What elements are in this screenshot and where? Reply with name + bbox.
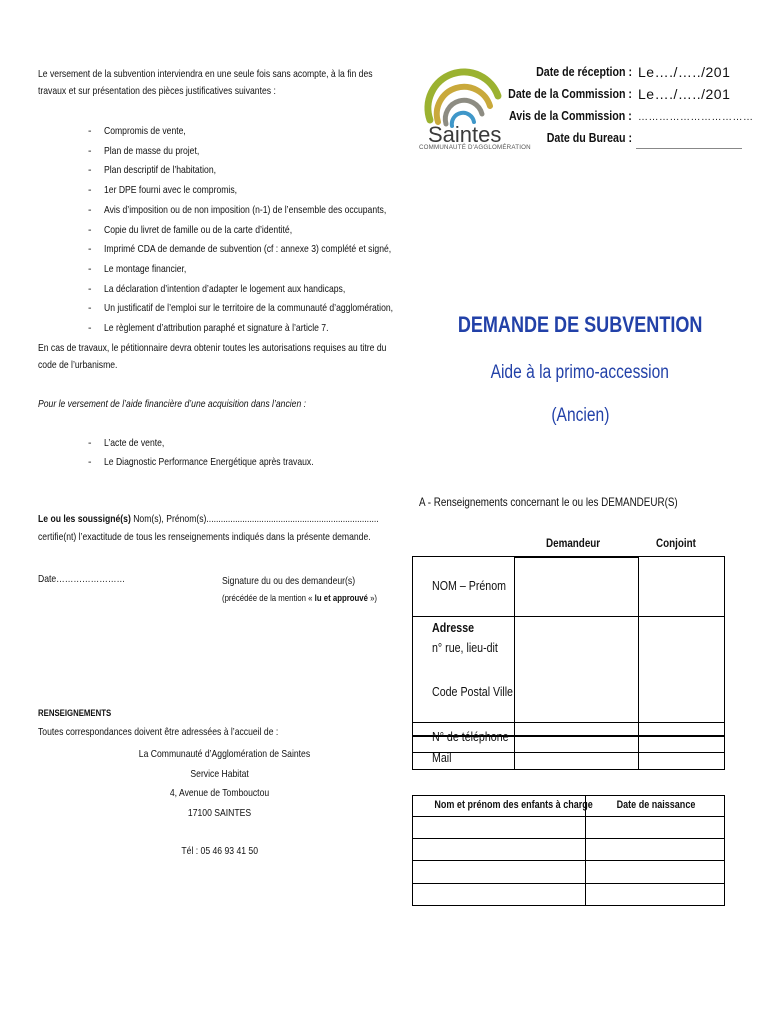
- demandeur-table-contact-frame: [412, 736, 725, 770]
- list-item: - 1er DPE fourni avec le compromis,: [88, 181, 408, 201]
- date-commission-value: Le…./…../201: [638, 86, 731, 102]
- list-item: - Un justificatif de l’emploi sur le territoire de la communauté d’agglomération,: [88, 299, 408, 319]
- list-item: - Imprimé CDA de demande de subvention (cf : annexe 3) complété et signé,: [88, 240, 408, 260]
- address-line: Service Habitat: [190, 767, 250, 780]
- date-commission-row: [508, 86, 762, 108]
- cell-nom-prenom: NOM – Prénom: [432, 578, 507, 593]
- table-divider: [412, 752, 725, 753]
- signature-mention-bold: lu et approuvé: [314, 593, 368, 604]
- date-bureau-label: Date du Bureau :: [546, 130, 632, 145]
- dates-block: [508, 64, 762, 152]
- avis-commission-row: [509, 108, 762, 130]
- soussigne-label: Le ou les soussigné(s): [38, 513, 131, 525]
- cell-code-postal: Code Postal Ville: [432, 684, 513, 699]
- documents-list: [88, 122, 408, 339]
- table-divider: [412, 722, 725, 723]
- address-block: [120, 745, 320, 823]
- table-divider: [514, 736, 515, 770]
- list-item: - La déclaration d’intention d’adapter le logement aux handicaps,: [88, 280, 408, 300]
- list-item: - Plan de masse du projet,: [88, 142, 408, 162]
- table-row: [413, 816, 724, 817]
- signature-mention-pre: (précédée de la mention «: [222, 593, 315, 604]
- col-date-naissance: Date de naissance: [616, 799, 695, 811]
- soussigne-names: Nom(s), Prénom(s)........................................................................: [130, 513, 379, 525]
- signature-label: Signature du ou des demandeur(s): [222, 575, 356, 587]
- soussigne-certify: certifie(nt) l’exactitude de tous les renseignements indiqués dans la présente demande.: [38, 531, 371, 543]
- table-divider: [638, 556, 639, 736]
- table-divider: [638, 736, 639, 770]
- address-line: 17100 SAINTES: [188, 806, 252, 819]
- page-subtitle-ancien: (Ancien): [550, 405, 610, 426]
- table-row: [413, 883, 724, 884]
- table-row: [413, 838, 724, 839]
- list-item: - Le montage financier,: [88, 260, 408, 280]
- table-divider: [585, 796, 586, 905]
- travaux-note: En cas de travaux, le pétitionnaire devra obtenir toutes les autorisations requises au titre du code de l’urbanisme.: [38, 342, 387, 371]
- signature-block: [222, 572, 411, 608]
- phone-number: Tél : 05 46 93 41 50: [181, 845, 259, 857]
- list-item: - Le Diagnostic Performance Energétique après travaux.: [88, 453, 360, 472]
- address-line: 4, Avenue de Tombouctou: [170, 787, 270, 799]
- date-field: Date……………………: [38, 573, 126, 585]
- date-reception-label: Date de réception :: [536, 64, 632, 79]
- date-bureau-line: [636, 148, 742, 149]
- logo-name: Saintes: [428, 122, 502, 146]
- cell-mail: Mail: [432, 750, 452, 765]
- cell-telephone: N° de téléphone: [432, 729, 509, 744]
- page-subtitle: Aide à la primo-accession: [490, 362, 670, 383]
- avis-commission-label: Avis de la Commission :: [509, 108, 632, 123]
- list-item: - L’acte de vente,: [88, 434, 360, 453]
- page-title: DEMANDE DE SUBVENTION: [457, 312, 703, 337]
- soussigne-block: [38, 510, 453, 546]
- table-divider: [514, 556, 638, 558]
- avis-commission-value: ……………………………: [638, 112, 754, 123]
- col-demandeur: Demandeur: [546, 536, 601, 550]
- date-reception-value: Le…./…../201: [638, 64, 731, 80]
- date-reception-row: [512, 64, 762, 86]
- col-enfants: Nom et prénom des enfants à charge: [434, 799, 593, 811]
- date-commission-label: Date de la Commission :: [508, 86, 632, 101]
- table-divider: [412, 616, 725, 617]
- date-bureau-row: [512, 130, 762, 152]
- intro-text: Le versement de la subvention interviendra en une seule fois sans acompte, à la fin des travaux et sur présentation des pièces justificatives suivantes :: [38, 68, 373, 97]
- list-item: - Avis d’imposition ou de non imposition (n-1) de l’ensemble des occupants,: [88, 201, 408, 221]
- logo-subtitle: COMMUNAUTÉ D'AGGLOMÉRATION: [419, 144, 531, 151]
- list-item: - Compromis de vente,: [88, 122, 408, 142]
- renseignements-title: RENSEIGNEMENTS: [38, 708, 112, 719]
- col-conjoint: Conjoint: [656, 536, 696, 550]
- list-item: - Plan descriptif de l’habitation,: [88, 161, 408, 181]
- table-row: [413, 860, 724, 861]
- acquisition-list: [88, 434, 360, 472]
- enfants-table: [412, 795, 725, 906]
- section-a-title: A - Renseignements concernant le ou les DEMANDEUR(S): [419, 495, 678, 509]
- address-line: La Communauté d’Agglomération de Saintes: [138, 748, 311, 760]
- acquisition-title: Pour le versement de l’aide financière d’une acquisition dans l’ancien :: [38, 398, 307, 410]
- cell-rue: n° rue, lieu-dit: [432, 640, 498, 655]
- saintes-logo-icon: [420, 66, 512, 146]
- list-item: - Copie du livret de famille ou de la carte d’identité,: [88, 221, 408, 241]
- signature-mention-post: »): [367, 593, 378, 604]
- cell-adresse: Adresse: [432, 620, 475, 635]
- list-item: - Le règlement d’attribution paraphé et signature à l’article 7.: [88, 319, 408, 339]
- correspondance-text: Toutes correspondances doivent être adressées à l’accueil de :: [38, 726, 279, 738]
